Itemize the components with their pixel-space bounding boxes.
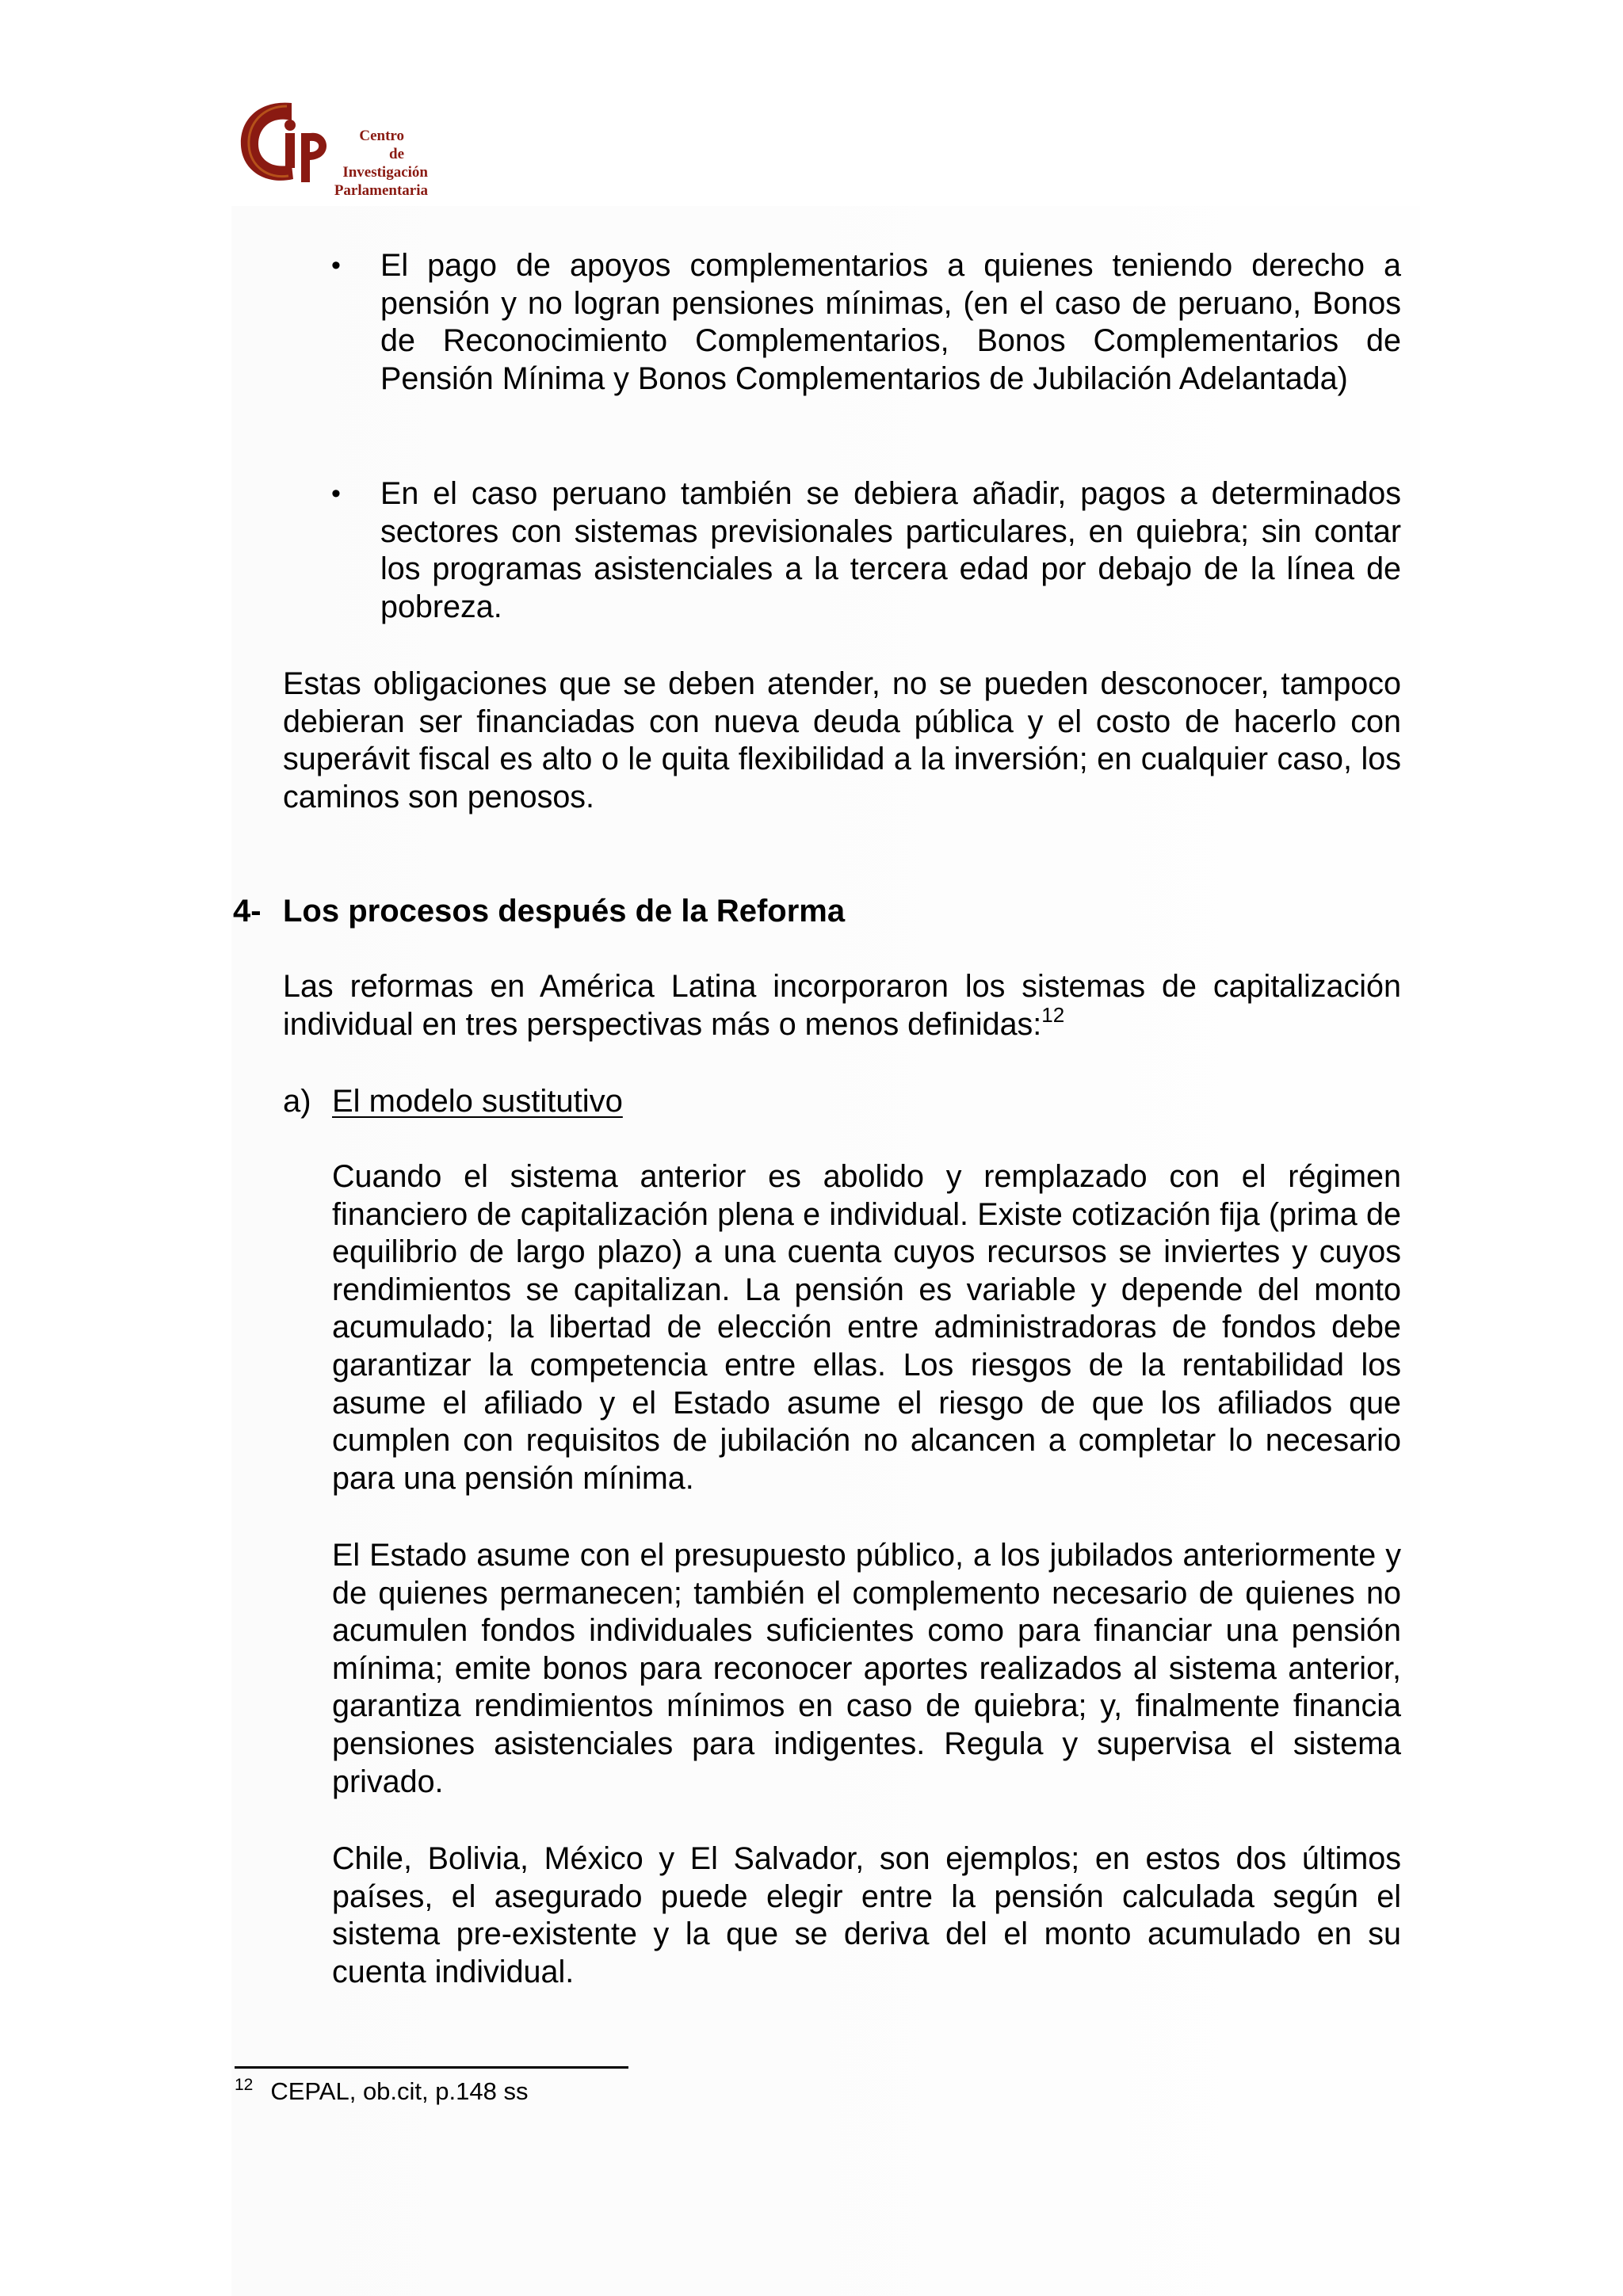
subsection-label: a) (283, 1084, 311, 1119)
bullet-item-text: El pago de apoyos complementarios a quienes teniendo derecho a pensión y no logran pensiones mínimas, (en el caso de peruano, Bonos de Reconocimiento Complementarios, Bonos Complementarios de Pensión Mínima y Bonos Complementarios de Jubilación Adelantada) (380, 248, 1401, 396)
logo-line-de: de (389, 146, 404, 162)
subsection-title: El modelo sustitutivo (332, 1084, 623, 1119)
cip-logo (236, 97, 426, 208)
footnote-number: 12 (235, 2076, 254, 2094)
logo-text (287, 127, 428, 200)
section-lead (283, 968, 1401, 1043)
footnote-text: CEPAL, ob.cit, p.148 ss (270, 2077, 529, 2105)
section-lead-text: Las reformas en América Latina incorporaron los sistemas de capitalización individual en tres perspectivas más o menos definidas: (283, 969, 1401, 1042)
footnote-divider (235, 2066, 628, 2069)
logo-line-investigacion: Investigación (342, 164, 428, 181)
subsection-paragraph: Cuando el sistema anterior es abolido y remplazado con el régimen financiero de capitalización plena e individual. Existe cotización fija (prima de equilibrio de largo plazo) a una cuenta cuyos recursos se inviertes y cuyos rendimientos se capitalizan. La pensión es variable y depende del monto acumulado; la libertad de elección entre administradoras de fondos debe garantizar la competencia entre ellas. Los riesgos de la rentabilidad los asume el afiliado y el Estado asume el riesgo de que los afiliados que cumplen con requisitos de jubilación no alcancen a completar lo necesario para una pensión mínima. (332, 1159, 1401, 1496)
section-number: 4- (233, 894, 262, 929)
subsection-paragraph: Chile, Bolivia, México y El Salvador, son ejemplos; en estos dos últimos países, el asegurado puede elegir entre la pensión calculada según el sistema pre-existente y la que se deriva del el monto acumulado en su cuenta individual. (332, 1841, 1401, 1989)
bullet-marker: • (331, 250, 341, 280)
footnote (235, 2076, 528, 2107)
body-paragraph: Estas obligaciones que se deben atender, no se pueden desconocer, tampoco debieran ser financiadas con nueva deuda pública y el costo de hacerlo con superávit fiscal es alto o le quita flexibilidad a la inversión; en cualquier caso, los caminos son penosos. (283, 666, 1401, 814)
subsection-paragraph: El Estado asume con el presupuesto público, a los jubilados anteriormente y de quienes permanecen; también el complemento necesario de quienes no acumulen fondos individuales suficientes como para financiar una pensión mínima; emite bonos para reconocer aportes realizados al sistema anterior, garantiza rendimientos mínimos en caso de quiebra; y, finalmente financia pensiones asistenciales para indigentes. Regula y supervisa el sistema privado. (332, 1538, 1401, 1799)
footnote-ref[interactable]: 12 (1041, 1002, 1065, 1027)
logo-line-parlamentaria: Parlamentaria (334, 182, 428, 199)
bullet-marker: • (331, 479, 341, 509)
section-title: Los procesos después de la Reforma (283, 894, 846, 929)
bullet-item-text: En el caso peruano también se debiera añadir, pagos a determinados sectores con sistemas previsionales particulares, en quiebra; sin contar los programas asistenciales a la tercera edad por debajo de la línea de pobreza. (380, 476, 1401, 624)
logo-line-centro: Centro (359, 128, 404, 144)
